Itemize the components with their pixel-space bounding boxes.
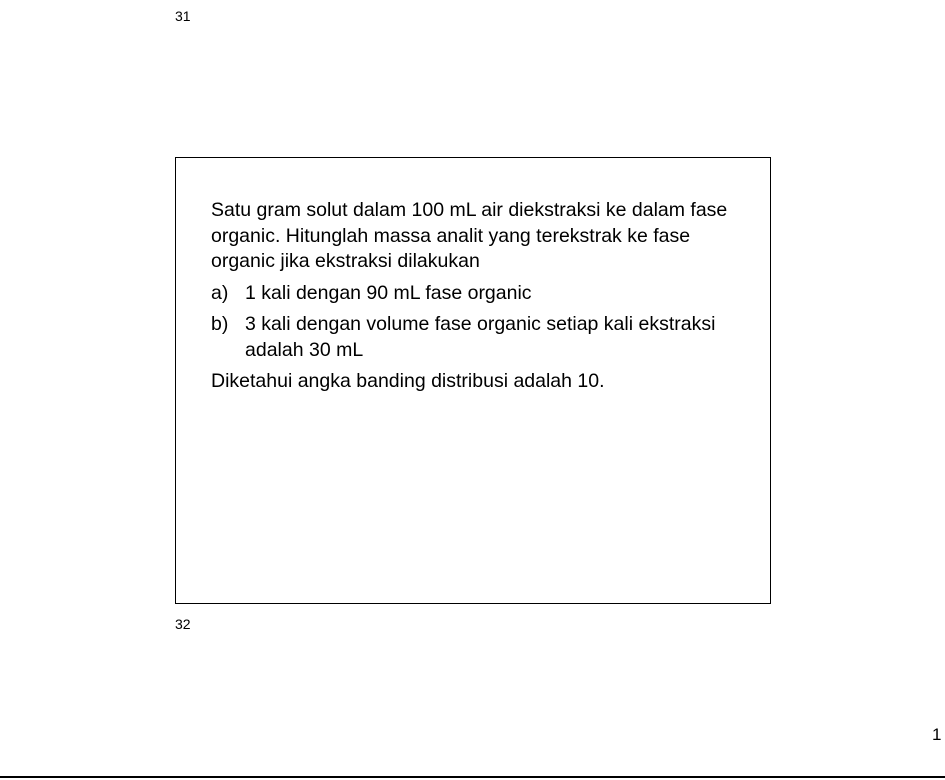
list-item-text: 3 kali dengan volume fase organic setiap kali ekstraksi adalah 30 mL	[245, 313, 716, 361]
problem-intro: Satu gram solut dalam 100 mL air diekstraksi ke dalam fase organic. Hitunglah massa analit yang terekstrak ke fase organic jika ekstraksi dilakukan	[211, 199, 728, 272]
problem-text-block	[211, 198, 741, 395]
slide-frame	[175, 157, 771, 604]
slide-number-bottom: 32	[175, 616, 191, 632]
list-item	[211, 312, 741, 363]
list-marker: a)	[211, 281, 229, 304]
problem-closing: Diketahui angka banding distribusi adalah 10.	[211, 370, 605, 392]
page-bottom-rule	[0, 776, 945, 778]
list-marker: b)	[211, 313, 229, 335]
list-item-text: 1 kali dengan 90 mL fase organic	[245, 281, 532, 304]
page-number: 1	[932, 725, 942, 744]
slide-number-top: 31	[175, 8, 191, 24]
list-item	[211, 281, 741, 307]
